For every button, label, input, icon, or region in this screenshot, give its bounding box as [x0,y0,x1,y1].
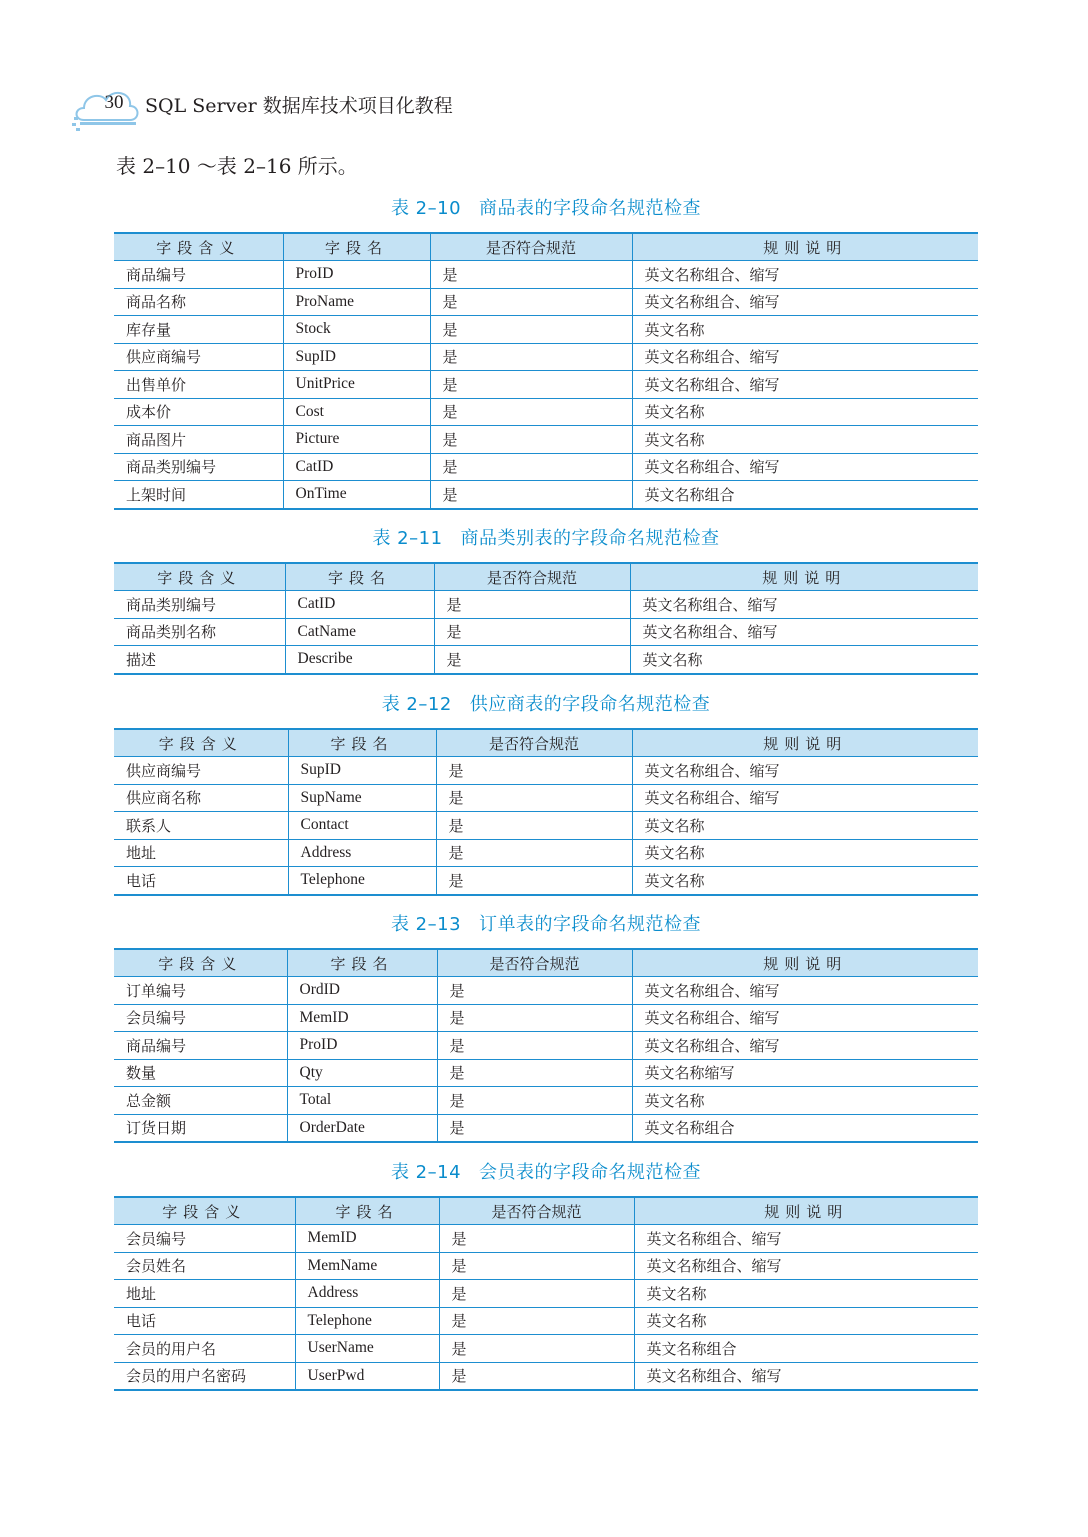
table-cell: Describe [285,646,434,674]
table-row [114,288,978,316]
table-cell: 供应商编号 [114,343,283,371]
table-cell: 是 [436,839,632,867]
table-caption-number: 表 2–12 [381,694,452,715]
table-row [114,1335,978,1363]
table-cell: 是 [430,343,632,371]
table-row [114,343,978,371]
table-cell: OrderDate [287,1114,437,1142]
table-cell: Qty [287,1059,437,1087]
table-cell: 英文名称组合、缩写 [632,288,978,316]
table-row [114,812,978,840]
table-cell: 是 [439,1307,634,1335]
table-cell: 是 [430,261,632,289]
table-cell: Address [288,839,436,867]
table-cell: 电话 [114,1307,295,1335]
table-row [114,1280,978,1308]
table-cell: 英文名称组合、缩写 [632,784,978,812]
table-cell: 商品名称 [114,288,283,316]
table-cell: 是 [439,1252,634,1280]
table-cell: 上架时间 [114,481,283,509]
table-row [114,1114,978,1142]
table-row [114,371,978,399]
table-cell: 英文名称 [634,1280,978,1308]
table-caption-title: 商品类别表的字段命名规范检查 [460,528,720,549]
table-cell: 是 [430,481,632,509]
table-cell: MemID [287,1004,437,1032]
table-row [114,1225,978,1253]
table-cell: SupName [288,784,436,812]
table-cell: 商品编号 [114,1032,287,1060]
table-cell: 英文名称 [634,1307,978,1335]
table-cell: CatID [285,591,434,619]
table-cell: 是 [436,784,632,812]
table-cell: Telephone [295,1307,439,1335]
table-cell: Telephone [288,867,436,895]
table-cell: 英文名称组合、缩写 [630,591,978,619]
table-cell: 英文名称 [632,398,978,426]
table-row [114,591,978,619]
table-cell: 库存量 [114,316,283,344]
table-cell: 英文名称 [632,426,978,454]
table-cell: 英文名称组合、缩写 [632,757,978,785]
table-cell: 英文名称组合、缩写 [632,1032,978,1060]
table-cell: Cost [283,398,430,426]
table-cell: OrdID [287,977,437,1005]
table-cell: Contact [288,812,436,840]
table-row [114,481,978,509]
table-cell: CatID [283,453,430,481]
table-cell: SupID [283,343,430,371]
table-cell: 是 [430,398,632,426]
table-cell: 是 [430,453,632,481]
table-cell: ProID [287,1032,437,1060]
table-row [114,1307,978,1335]
table-cell: 会员姓名 [114,1252,295,1280]
table-cell: 出售单价 [114,371,283,399]
table-cell: 地址 [114,1280,295,1308]
table-cell: UnitPrice [283,371,430,399]
table-cell: 商品编号 [114,261,283,289]
table-cell: 是 [439,1362,634,1390]
table-cell: 英文名称组合 [632,481,978,509]
table-cell: 会员编号 [114,1225,295,1253]
table-cell: 英文名称缩写 [632,1059,978,1087]
table-cell: 是 [439,1280,634,1308]
table-caption-number: 表 2–14 [390,1162,462,1183]
table-row [114,1252,978,1280]
column-header: 规则说明 [632,949,978,977]
table-cell: 英文名称组合、缩写 [634,1252,978,1280]
page-header [70,84,490,132]
table-row [114,1087,978,1115]
table-cell: 是 [437,1059,632,1087]
table-cell: 电话 [114,867,288,895]
field-naming-table [114,562,978,675]
table-cell: 是 [437,1087,632,1115]
table-caption-number: 表 2–11 [372,528,443,549]
column-header: 字段名 [287,949,437,977]
table-cell: MemID [295,1225,439,1253]
column-header: 是否符合规范 [434,563,630,591]
table-cell: 供应商名称 [114,784,288,812]
table-cell: 是 [434,618,630,646]
column-header: 字段名 [288,729,436,757]
table-cell: 是 [434,646,630,674]
table-cell: 会员编号 [114,1004,287,1032]
table-caption-number: 表 2–13 [390,914,462,935]
table-row [114,1004,978,1032]
column-header: 字段名 [285,563,434,591]
field-naming-table [114,1196,978,1391]
table-cell: 商品类别编号 [114,591,285,619]
table-row [114,1362,978,1390]
column-header: 字段含义 [114,233,283,261]
table-cell: 是 [434,591,630,619]
table-cell: ProName [283,288,430,316]
column-header: 字段含义 [114,563,285,591]
table-caption-number: 表 2–10 [390,198,462,219]
book-title: SQL Server 数据库技术项目化教程 [145,95,453,117]
table-cell: 是 [436,867,632,895]
table-cell: 英文名称 [630,646,978,674]
table-cell: 是 [437,977,632,1005]
table-cell: 是 [436,812,632,840]
table-caption-title: 商品表的字段命名规范检查 [479,198,702,219]
table-cell: Address [295,1280,439,1308]
table-row [114,757,978,785]
table-caption-title: 供应商表的字段命名规范检查 [469,694,711,715]
table-cell: 是 [430,288,632,316]
table-cell: 英文名称 [632,839,978,867]
table-cell: 成本价 [114,398,283,426]
column-header: 是否符合规范 [437,949,632,977]
table-cell: 订单编号 [114,977,287,1005]
table-row [114,1059,978,1087]
page-number: 30 [104,92,124,113]
table-row [114,1032,978,1060]
table-header-row [114,563,978,591]
field-naming-table [114,948,978,1143]
table-cell: 是 [437,1032,632,1060]
table-row [114,977,978,1005]
table-cell: 英文名称组合、缩写 [632,343,978,371]
table-caption-title: 订单表的字段命名规范检查 [479,914,702,935]
table-header-row [114,1197,978,1225]
table-header-row [114,949,978,977]
table-row [114,646,978,674]
column-header: 字段名 [283,233,430,261]
table-row [114,398,978,426]
table-cell: 英文名称 [632,812,978,840]
table-cell: 英文名称组合、缩写 [632,261,978,289]
table-cell: 英文名称组合、缩写 [632,453,978,481]
table-cell: UserName [295,1335,439,1363]
table-cell: 是 [437,1004,632,1032]
table-cell: UserPwd [295,1362,439,1390]
table-cell: ProID [283,261,430,289]
table-caption [114,524,978,550]
table-cell: 是 [430,426,632,454]
table-cell: 商品图片 [114,426,283,454]
field-naming-table [114,728,978,896]
table-cell: 是 [436,757,632,785]
table-row [114,867,978,895]
table-cell: 是 [430,316,632,344]
table-cell: 数量 [114,1059,287,1087]
table-caption [114,910,978,936]
table-cell: 英文名称组合、缩写 [634,1362,978,1390]
table-cell: 英文名称 [632,1087,978,1115]
intro-text: 表 2–10 ～表 2–16 所示。 [116,154,358,178]
table-cell: 供应商编号 [114,757,288,785]
column-header: 是否符合规范 [430,233,632,261]
column-header: 规则说明 [630,563,978,591]
column-header: 是否符合规范 [436,729,632,757]
table-cell: 商品类别名称 [114,618,285,646]
table-cell: 是 [439,1225,634,1253]
table-row [114,261,978,289]
table-cell: 英文名称组合、缩写 [632,1004,978,1032]
table-header-row [114,729,978,757]
table-row [114,618,978,646]
table-cell: CatName [285,618,434,646]
table-cell: 英文名称 [632,316,978,344]
table-cell: 是 [430,371,632,399]
table-cell: 英文名称组合、缩写 [632,977,978,1005]
table-cell: 商品类别编号 [114,453,283,481]
table-row [114,453,978,481]
table-cell: 订货日期 [114,1114,287,1142]
column-header: 字段含义 [114,1197,295,1225]
table-row [114,426,978,454]
column-header: 规则说明 [634,1197,978,1225]
table-cell: 英文名称 [632,867,978,895]
table-cell: 联系人 [114,812,288,840]
table-caption [114,1158,978,1184]
table-caption [114,690,978,716]
table-row [114,784,978,812]
column-header: 规则说明 [632,729,978,757]
table-cell: MemName [295,1252,439,1280]
table-caption [114,194,978,220]
table-caption-title: 会员表的字段命名规范检查 [479,1162,702,1183]
table-cell: 英文名称组合 [632,1114,978,1142]
table-cell: SupID [288,757,436,785]
column-header: 字段名 [295,1197,439,1225]
table-cell: 总金额 [114,1087,287,1115]
column-header: 字段含义 [114,949,287,977]
table-cell: OnTime [283,481,430,509]
table-cell: 会员的用户名 [114,1335,295,1363]
table-cell: Picture [283,426,430,454]
table-cell: Total [287,1087,437,1115]
table-row [114,316,978,344]
table-row [114,839,978,867]
table-cell: 英文名称组合、缩写 [632,371,978,399]
table-cell: Stock [283,316,430,344]
table-header-row [114,233,978,261]
table-cell: 是 [439,1335,634,1363]
column-header: 是否符合规范 [439,1197,634,1225]
table-cell: 地址 [114,839,288,867]
table-cell: 描述 [114,646,285,674]
table-cell: 会员的用户名密码 [114,1362,295,1390]
field-naming-table [114,232,978,510]
table-cell: 英文名称组合、缩写 [630,618,978,646]
column-header: 规则说明 [632,233,978,261]
table-cell: 英文名称组合、缩写 [634,1225,978,1253]
column-header: 字段含义 [114,729,288,757]
table-cell: 是 [437,1114,632,1142]
table-cell: 英文名称组合 [634,1335,978,1363]
